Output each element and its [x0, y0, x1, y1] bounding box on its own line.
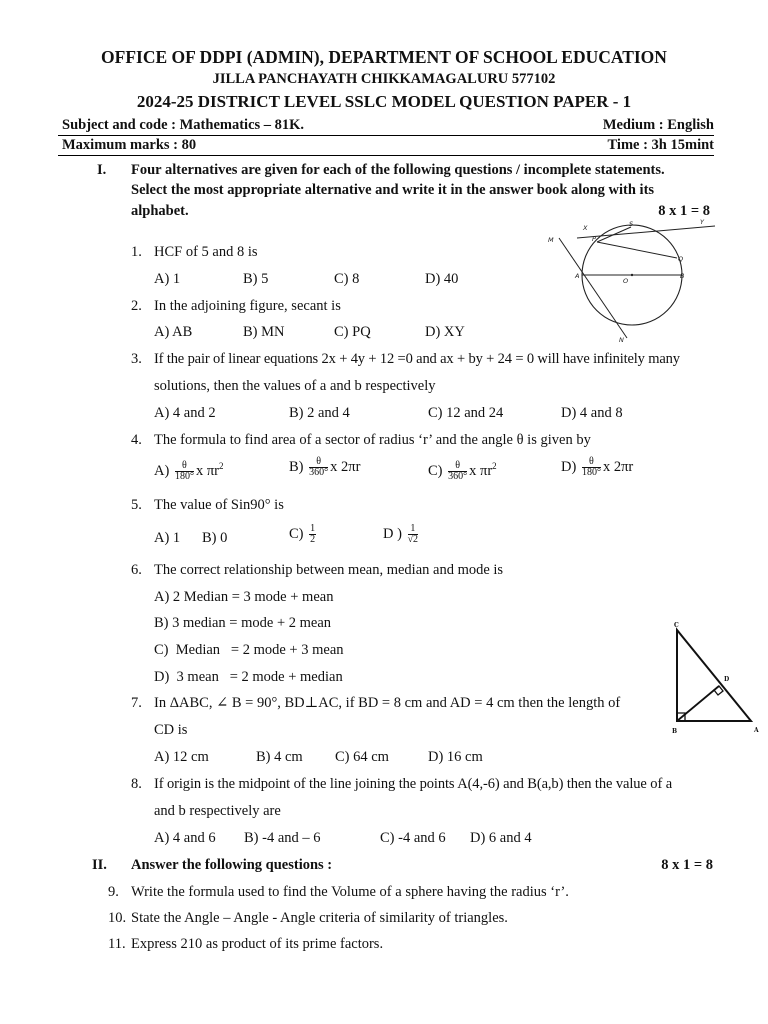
label-b: B: [672, 728, 678, 735]
label-o: O: [623, 277, 629, 285]
q1-number: 1.: [131, 244, 142, 260]
q2-text: In the adjoining figure, secant is: [154, 298, 341, 314]
q2-option-b: B) MN: [243, 324, 285, 340]
q8-option-b: B) -4 and – 6: [244, 830, 321, 846]
q7-text-2: CD is: [154, 722, 188, 738]
q2-option-c: C) PQ: [334, 324, 371, 340]
q4-c-num: θ: [448, 461, 467, 472]
q9-text: Write the formula used to find the Volume of a sphere having the radius ‘r’.: [131, 884, 569, 900]
section2-title: Answer the following questions :: [131, 857, 333, 873]
q5-option-a: A) 1: [154, 530, 181, 546]
medium: Medium : English: [602, 117, 714, 133]
q4-c-label: C): [428, 462, 443, 479]
q1-option-b: B) 5: [243, 271, 269, 287]
q4-a-label: A): [154, 462, 170, 479]
paper-title: 2024-25 DISTRICT LEVEL SSLC MODEL QUESTION PAPER - 1: [136, 92, 632, 111]
q4-a-rest: x πr: [195, 462, 219, 479]
q10-text: State the Angle – Angle - Angle criteria of similarity of triangles.: [131, 910, 508, 926]
q4-b-den: 360°: [309, 467, 329, 478]
triangle-abc: [677, 630, 751, 721]
q7-option-c: C) 64 cm: [335, 749, 389, 765]
section1-instruction-1: Four alternatives are given for each of the following questions / incomplete statements.: [131, 162, 665, 178]
q4-c-exp: 2: [492, 461, 497, 471]
q6-number: 6.: [131, 562, 142, 578]
office-title: OFFICE OF DDPI (ADMIN), DEPARTMENT OF SCHOOL EDUCATION: [101, 47, 667, 67]
label-d: D: [724, 676, 730, 683]
q4-option-d: [561, 457, 633, 478]
label-b: B: [680, 272, 685, 280]
label-p: P: [592, 235, 596, 243]
q6-option-a: A) 2 Median = 3 mode + mean: [154, 589, 334, 605]
tangent-line-xy: [577, 226, 715, 238]
q5-d-fraction: [408, 524, 419, 545]
q8-option-c: C) -4 and 6: [380, 830, 446, 846]
altitude-bd: [677, 686, 719, 721]
divider-bottom: [58, 155, 714, 156]
q4-b-label: B): [289, 458, 304, 475]
q1-text: HCF of 5 and 8 is: [154, 244, 258, 260]
q8-option-d: D) 6 and 4: [470, 830, 532, 846]
circle-secant-figure: [545, 218, 720, 346]
q5-c-label: C): [289, 525, 304, 542]
q4-d-den: 180°: [581, 467, 601, 478]
section1-instruction-2: Select the most appropriate alternative and write it in the answer book along with its: [131, 182, 655, 198]
q4-a-exp: 2: [218, 461, 224, 471]
q2-number: 2.: [131, 298, 142, 314]
section1-roman: I.: [97, 162, 107, 178]
q4-c-fraction: [448, 461, 467, 482]
q5-text: The value of Sin90° is: [154, 497, 284, 513]
q10-number: 10.: [108, 910, 127, 926]
q3-option-b: B) 2 and 4: [289, 405, 350, 421]
q1-option-a: A) 1: [154, 271, 181, 287]
label-x: X: [583, 224, 588, 232]
q4-c-rest: x πr: [469, 462, 493, 479]
q3-option-d: D) 4 and 8: [561, 405, 623, 421]
q4-text: The formula to find area of a sector of radius ‘r’ and the angle θ is given by: [154, 432, 591, 448]
district-title: JILLA PANCHAYATH CHIKKAMAGALURU 577102: [212, 71, 556, 87]
q11-text: Express 210 as product of its prime factors.: [131, 936, 384, 952]
secant-mn: [559, 238, 627, 338]
chord-pq: [597, 242, 677, 258]
q5-c-num: 1: [310, 523, 316, 534]
q4-b-fraction: [309, 457, 328, 478]
q6-option-b: B) 3 median = mode + 2 mean: [154, 615, 332, 631]
q9-number: 9.: [108, 884, 119, 900]
q4-b-num: θ: [309, 457, 328, 468]
q5-option-b: B) 0: [202, 530, 228, 546]
q4-d-label: D): [561, 458, 577, 475]
label-q: Q: [678, 255, 684, 263]
q6-option-c: C) Median = 2 mode + 3 mean: [154, 642, 344, 658]
q4-a-num: θ: [175, 461, 194, 472]
q5-c-fraction: [309, 524, 316, 545]
section2-marks: 8 x 1 = 8: [661, 857, 713, 873]
q3-text-1: If the pair of linear equations 2x + 4y + 12 =0 and ax + by + 24 = 0 will have infinitely many: [154, 351, 680, 367]
q4-c-den: 360°: [448, 471, 468, 482]
q11-number: 11.: [108, 936, 126, 952]
q4-option-a: [154, 457, 223, 482]
q4-a-den: 180°: [174, 471, 194, 482]
label-a: A: [575, 272, 580, 280]
section2-roman: II.: [92, 857, 107, 873]
subject-code: Subject and code : Mathematics – 81K.: [62, 117, 305, 133]
time: Time : 3h 15mint: [607, 137, 714, 153]
q2-option-d: D) XY: [425, 324, 465, 340]
label-m: M: [548, 236, 554, 244]
q8-option-a: A) 4 and 6: [154, 830, 216, 846]
q4-b-rest: x 2πr: [330, 458, 361, 475]
q7-text-1: In ΔABC, ∠ B = 90°, BD⊥AC, if BD = 8 cm and AD = 4 cm then the length of: [154, 695, 621, 711]
q6-option-d: D) 3 mean = 2 mode + median: [154, 669, 343, 685]
q3-number: 3.: [131, 351, 142, 367]
q8-text-1: If origin is the midpoint of the line joining the points A(4,-6) and B(a,b) then the value of a: [154, 776, 673, 792]
q7-option-d: D) 16 cm: [428, 749, 483, 765]
right-triangle-figure: [668, 618, 764, 740]
q2-option-a: A) AB: [154, 324, 193, 340]
q1-option-c: C) 8: [334, 271, 360, 287]
q5-option-c: [289, 524, 318, 545]
center-point: [631, 274, 633, 276]
section1-marks: 8 x 1 = 8: [658, 203, 710, 219]
q4-d-num: θ: [582, 457, 601, 468]
section1-instruction-3: alphabet.: [131, 203, 189, 219]
label-a: A: [754, 727, 759, 734]
label-n: N: [619, 336, 624, 344]
q6-text: The correct relationship between mean, median and mode is: [154, 562, 504, 578]
q4-d-fraction: [582, 457, 601, 478]
q5-c-den: 2: [310, 534, 316, 545]
q5-option-d: [383, 524, 420, 545]
q5-d-den: √2: [407, 534, 419, 545]
max-marks: Maximum marks : 80: [62, 137, 197, 153]
q1-option-d: D) 40: [425, 271, 459, 287]
q7-number: 7.: [131, 695, 142, 711]
label-c: C: [674, 622, 679, 629]
q3-option-c: C) 12 and 24: [428, 405, 504, 421]
q3-text-2: solutions, then the values of a and b respectively: [154, 378, 436, 394]
q4-d-rest: x 2πr: [602, 458, 634, 475]
q8-number: 8.: [131, 776, 142, 792]
label-s: S: [629, 220, 634, 228]
q8-text-2: and b respectively are: [154, 803, 281, 819]
q4-option-b: [289, 457, 360, 478]
q5-d-label: D ): [383, 525, 402, 542]
q4-a-fraction: [175, 461, 194, 482]
label-y: Y: [700, 218, 704, 226]
q5-number: 5.: [131, 497, 142, 513]
q5-d-num: 1: [408, 524, 419, 535]
q4-number: 4.: [131, 432, 142, 448]
q3-option-a: A) 4 and 2: [154, 405, 216, 421]
q7-option-a: A) 12 cm: [154, 749, 209, 765]
q4-option-c: [428, 457, 497, 482]
q7-option-b: B) 4 cm: [256, 749, 303, 765]
